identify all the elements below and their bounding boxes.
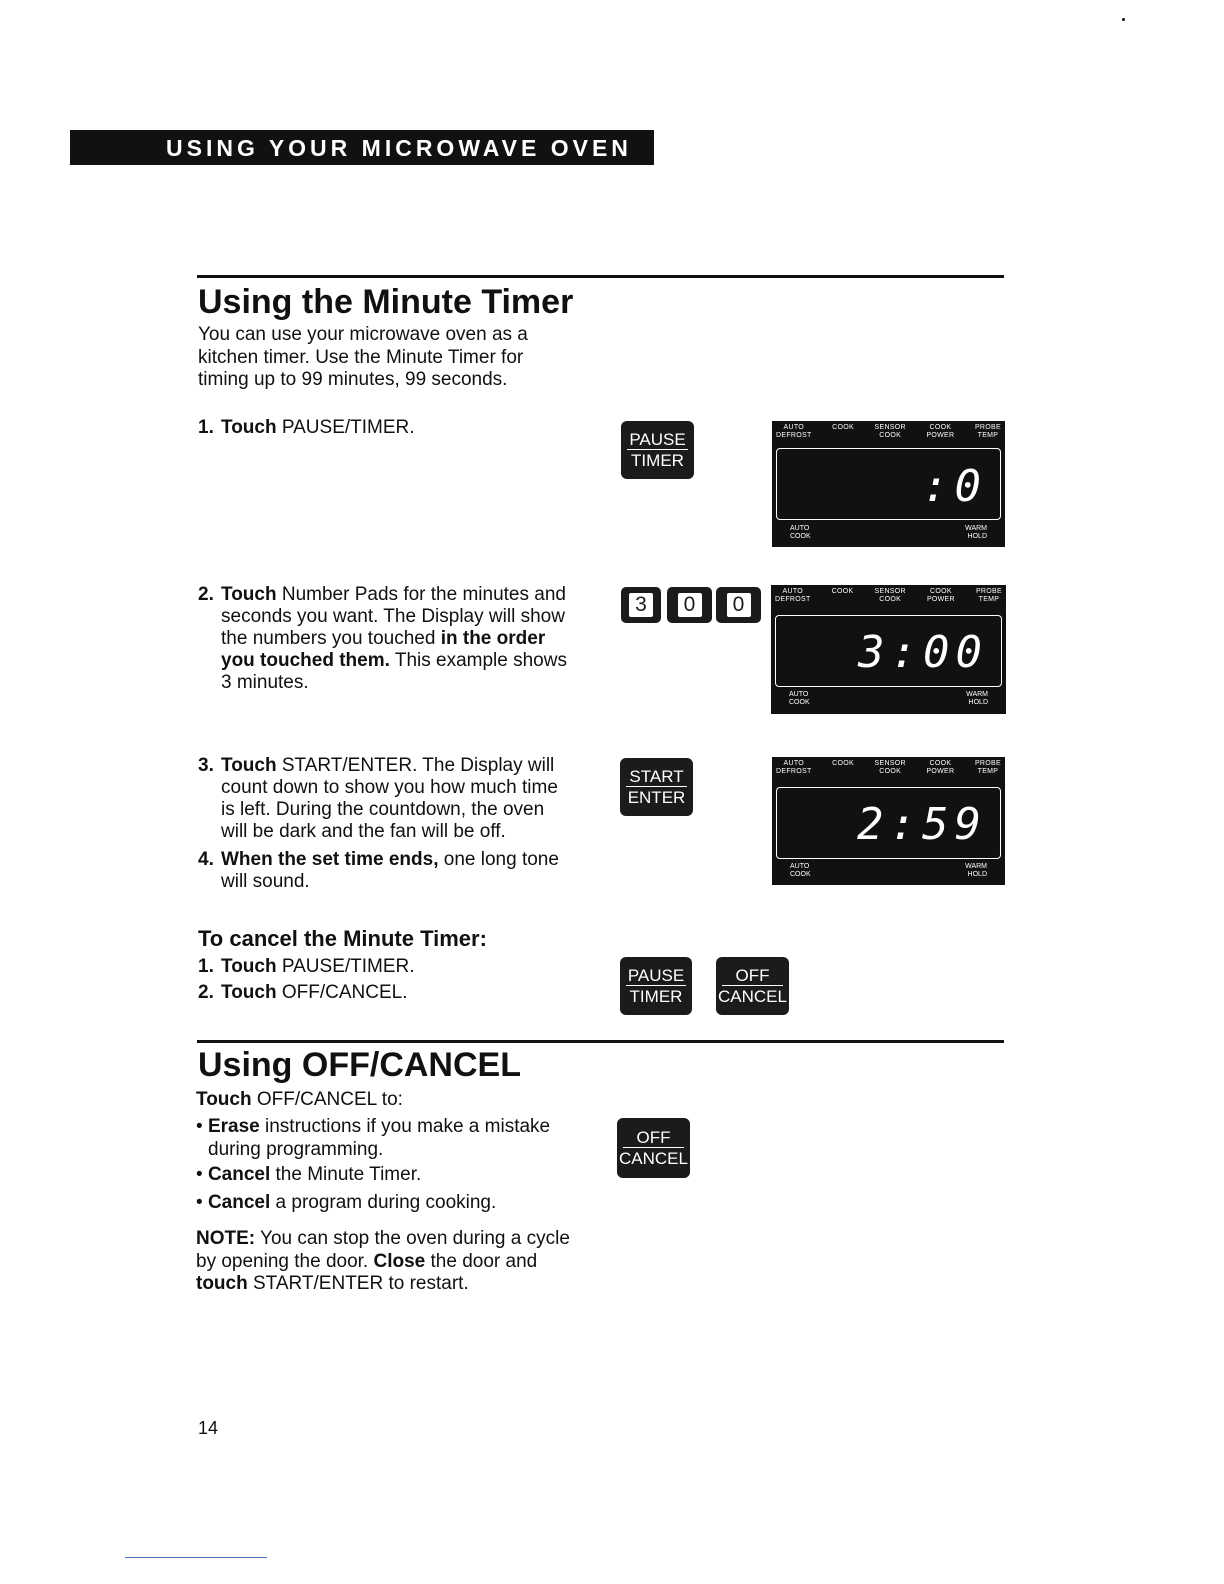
- display-readout: :0: [922, 461, 987, 512]
- key-label: OFF: [623, 1128, 684, 1148]
- title-rule: [197, 275, 1004, 278]
- step-4: [198, 849, 559, 893]
- indicator-label: AUTO: [790, 863, 810, 870]
- step-verb: Touch: [221, 417, 277, 438]
- page-title: Using the Minute Timer: [198, 283, 574, 321]
- indicator-label: TEMP: [977, 768, 999, 775]
- indicator-label: HOLD: [968, 699, 988, 706]
- indicator-label: AUTO: [790, 525, 810, 532]
- note-emphasis: touch: [196, 1273, 248, 1294]
- display-indicators: [775, 588, 1002, 604]
- key-label: TIMER: [629, 987, 683, 1006]
- step-text: PAUSE/TIMER.: [276, 956, 415, 977]
- oven-display-2: [771, 585, 1006, 714]
- step-text: OFF/CANCEL.: [276, 982, 408, 1003]
- intro-line: timing up to 99 minutes, 99 seconds.: [198, 369, 508, 390]
- bullet-text: the Minute Timer.: [270, 1164, 422, 1185]
- step-text: one long tone: [438, 849, 559, 870]
- note-text: START/ENTER to restart.: [247, 1273, 469, 1294]
- key-digit: 0: [678, 593, 702, 617]
- lead-verb: Touch: [196, 1089, 252, 1110]
- bullet-verb: Erase: [207, 1116, 260, 1137]
- pause-timer-key[interactable]: [620, 957, 692, 1015]
- key-label: OFF: [722, 966, 783, 986]
- key-label: PAUSE: [627, 430, 688, 450]
- step-number: 2.: [198, 982, 214, 1003]
- indicator-label: WARM: [965, 525, 987, 532]
- indicator-label: HOLD: [967, 871, 987, 878]
- indicator-label: COOK: [879, 768, 902, 775]
- bullet-2: • Cancel the Minute Timer.: [196, 1164, 422, 1185]
- cancel-step-1: [198, 956, 415, 978]
- display-indicators: [776, 424, 1001, 440]
- indicator-label: COOK: [929, 760, 952, 767]
- bullet-verb: Cancel: [207, 1192, 271, 1213]
- indicator-label: PROBE: [974, 760, 1001, 767]
- indicator-label: DEFROST: [775, 596, 811, 603]
- oven-display-3: [772, 757, 1005, 885]
- section-title: Using OFF/CANCEL: [198, 1046, 521, 1084]
- oven-display-1: [772, 421, 1005, 547]
- step-verb: Touch: [221, 982, 277, 1003]
- indicator-label: DEFROST: [776, 432, 812, 439]
- step-number: 1.: [198, 417, 214, 438]
- indicator-label: AUTO: [789, 691, 809, 698]
- number-key-0[interactable]: [667, 587, 712, 623]
- key-digit: 0: [727, 593, 751, 617]
- indicator-label: POWER: [926, 432, 955, 439]
- step-emphasis: in the order: [440, 628, 546, 649]
- footer-rule: [125, 1557, 267, 1558]
- indicator-label: PROBE: [975, 588, 1002, 595]
- indicator-label: HOLD: [967, 533, 987, 540]
- step-2: [198, 584, 567, 694]
- section-rule: [197, 1040, 1004, 1043]
- bullet-text: during programming.: [208, 1138, 384, 1160]
- intro-text: [198, 324, 528, 392]
- step-text: START/ENTER. The Display will: [276, 755, 555, 776]
- offcancel-lead: [196, 1089, 403, 1112]
- step-number: 4.: [198, 849, 214, 870]
- step-1: [198, 417, 415, 439]
- bullet-3: • Cancel a program during cooking.: [196, 1192, 497, 1213]
- cancel-heading: To cancel the Minute Timer:: [198, 926, 487, 951]
- indicator-label: TEMP: [977, 432, 999, 439]
- bullet-verb: Cancel: [207, 1164, 271, 1185]
- key-label: START: [626, 767, 687, 787]
- step-verb: Touch: [221, 755, 277, 776]
- indicator-label: COOK: [832, 424, 854, 431]
- note: [196, 1228, 570, 1296]
- page-number: 14: [198, 1418, 219, 1438]
- step-text: count down to show you how much time: [221, 777, 558, 798]
- step-verb: Touch: [221, 584, 277, 605]
- step-text: the numbers you touched: [221, 628, 436, 649]
- note-text: the door and: [425, 1250, 538, 1272]
- bullet-text: a program during cooking.: [270, 1192, 497, 1213]
- indicator-label: COOK: [831, 588, 854, 595]
- step-text: This example shows: [389, 650, 567, 671]
- display-readout: 3:00: [858, 627, 988, 678]
- indicator-label: WARM: [965, 863, 987, 870]
- speck: [1122, 18, 1125, 21]
- key-digit: 3: [629, 593, 653, 617]
- indicator-label: PROBE: [974, 424, 1001, 431]
- indicator-label: COOK: [879, 596, 902, 603]
- intro-line: You can use your microwave oven as a: [198, 324, 528, 345]
- cancel-step-2: [198, 982, 408, 1004]
- step-text: will be dark and the fan will be off.: [221, 821, 506, 842]
- number-key-3[interactable]: [621, 587, 661, 623]
- display-indicators: [776, 760, 1001, 776]
- step-emphasis: When the set time ends,: [221, 849, 439, 870]
- section-banner: USING YOUR MICROWAVE OVEN: [70, 130, 654, 165]
- step-text: seconds you want. The Display will show: [221, 606, 565, 627]
- indicator-label: COOK: [790, 871, 811, 878]
- number-key-0[interactable]: [716, 587, 761, 623]
- indicator-label: COOK: [790, 533, 811, 540]
- step-number: 2.: [198, 584, 214, 605]
- off-cancel-key[interactable]: [716, 957, 789, 1015]
- step-number: 1.: [198, 956, 214, 977]
- off-cancel-key[interactable]: [617, 1118, 690, 1178]
- indicator-label: COOK: [832, 760, 854, 767]
- step-emphasis: you touched them.: [221, 650, 390, 671]
- step-number: 3.: [198, 755, 214, 776]
- step-verb: Touch: [221, 956, 277, 977]
- lead-text: OFF/CANCEL to:: [251, 1089, 403, 1110]
- key-label: PAUSE: [627, 966, 685, 985]
- indicator-label: WARM: [966, 691, 988, 698]
- key-label: CANCEL: [718, 987, 787, 1006]
- indicator-label: POWER: [926, 768, 955, 775]
- note-emphasis: Close: [373, 1250, 426, 1272]
- bullet-1: • Erase instructions if you make a mistake during programming.: [196, 1116, 551, 1160]
- indicator-label: AUTO: [782, 588, 804, 595]
- bullet-text: instructions if you make a mistake: [259, 1116, 551, 1137]
- indicator-label: COOK: [930, 588, 952, 595]
- indicator-label: COOK: [929, 424, 952, 431]
- note-text: You can stop the oven during a cycle: [255, 1228, 570, 1249]
- indicator-label: COOK: [789, 699, 810, 706]
- step-text: Number Pads for the minutes and: [281, 584, 566, 605]
- key-label: ENTER: [627, 788, 686, 807]
- indicator-label: POWER: [926, 596, 955, 603]
- indicator-label: AUTO: [783, 424, 805, 431]
- step-text: will sound.: [221, 871, 310, 892]
- key-label: TIMER: [631, 451, 684, 470]
- indicator-label: TEMP: [978, 596, 1000, 603]
- indicator-label: SENSOR: [874, 760, 906, 767]
- indicator-label: COOK: [879, 432, 902, 439]
- step-text: is left. During the countdown, the oven: [221, 799, 545, 820]
- indicator-label: DEFROST: [776, 768, 812, 775]
- indicator-label: SENSOR: [874, 424, 906, 431]
- step-3: [198, 755, 558, 843]
- indicator-label: SENSOR: [874, 588, 906, 595]
- display-readout: 2:59: [857, 799, 987, 850]
- key-label: CANCEL: [619, 1149, 688, 1168]
- note-label: NOTE:: [196, 1228, 256, 1249]
- note-text: by opening the door.: [196, 1250, 374, 1272]
- step-text: PAUSE/TIMER.: [276, 417, 415, 438]
- intro-line: kitchen timer. Use the Minute Timer for: [198, 346, 524, 368]
- pause-timer-key[interactable]: [621, 421, 694, 479]
- indicator-label: AUTO: [783, 760, 805, 767]
- start-enter-key[interactable]: [620, 758, 693, 816]
- step-text: 3 minutes.: [221, 672, 309, 693]
